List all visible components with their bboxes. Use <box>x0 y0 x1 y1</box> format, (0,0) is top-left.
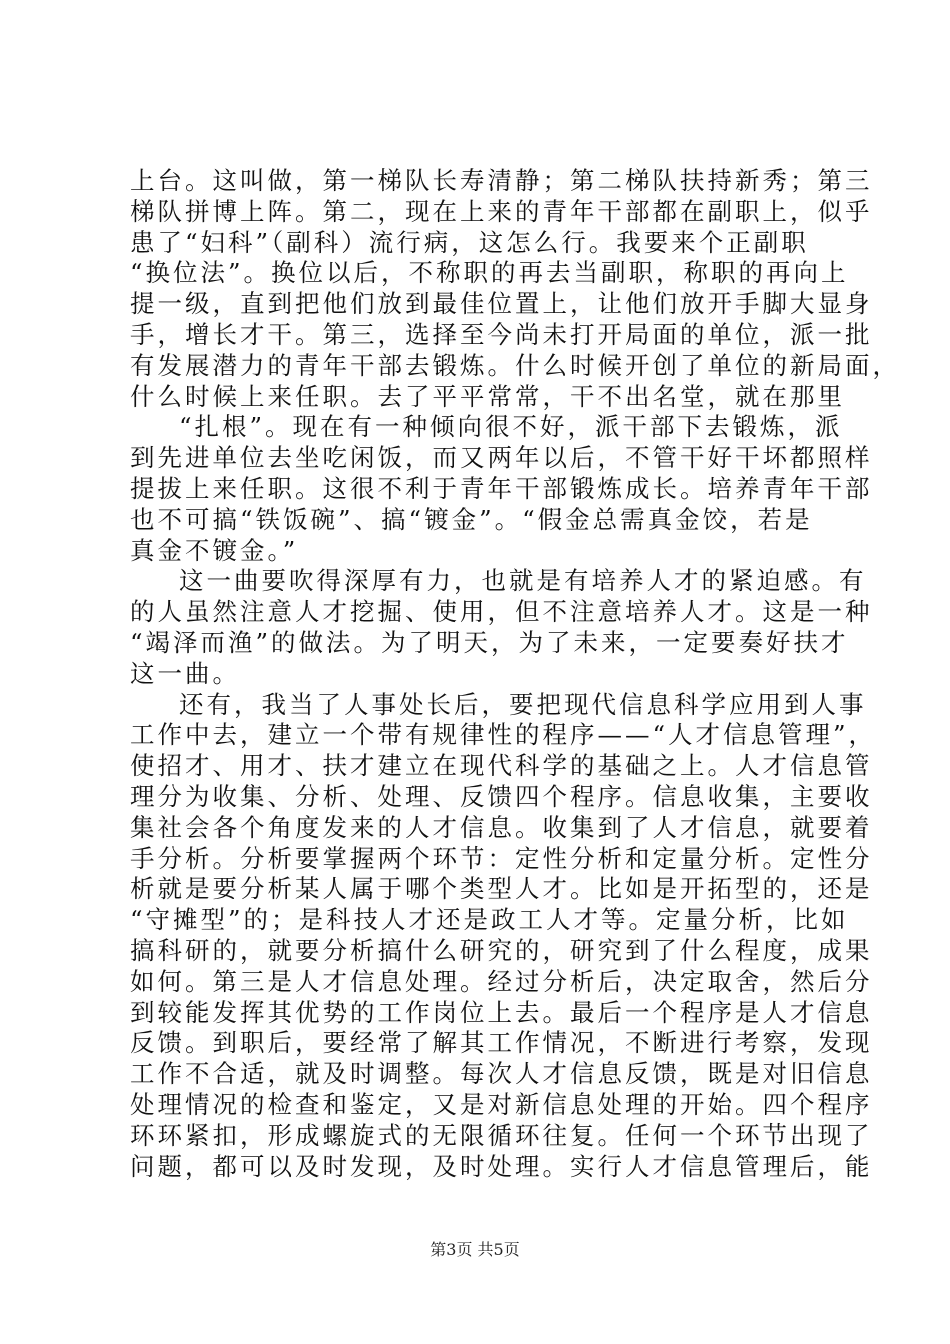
text-line: 工作不合适，就及时调整。每次人才信息反馈，既是对旧信息 <box>130 1059 873 1089</box>
text-line: “换位法”。换位以后，不称职的再去当副职，称职的再向上 <box>130 258 849 288</box>
text-line: 手分析。分析要掌握两个环节：定性分析和定量分析。定性分 <box>130 843 873 873</box>
text-line: 的人虽然注意人才挖掘、使用，但不注意培养人才。这是一种 <box>130 597 873 627</box>
document-body <box>130 166 900 1182</box>
text-line: “扎根”。现在有一种倾向很不好，派干部下去锻炼，派 <box>179 412 843 442</box>
text-line: 处理情况的检查和鉴定，又是对新信息处理的开始。四个程序 <box>130 1089 873 1119</box>
text-line: 环环紧扣，形成螺旋式的无限循环往复。任何一个环节出现了 <box>130 1120 873 1150</box>
text-line: “守摊型”的；是科技人才还是政工人才等。定量分析，比如 <box>130 905 849 935</box>
text-line: 提拔上来任职。这很不利于青年干部锻炼成长。培养青年干部 <box>130 473 873 503</box>
text-line: 这一曲。 <box>130 658 240 688</box>
text-line: 什么时候上来任职。去了平平常常，干不出名堂，就在那里 <box>130 381 845 411</box>
text-line: “竭泽而渔”的做法。为了明天，为了未来，一定要奏好扶才 <box>130 627 849 657</box>
text-line: 工作中去，建立一个带有规律性的程序——“人才信息管理”， <box>130 720 877 750</box>
text-line: 患了“妇科”（副科）流行病，这怎么行。我要来个正副职 <box>130 227 809 257</box>
text-line: 问题，都可以及时发现，及时处理。实行人才信息管理后，能 <box>130 1151 873 1181</box>
text-line: 也不可搞“铁饭碗”、搞“镀金”。“假金总需真金饺，若是 <box>130 504 813 534</box>
text-line: 理分为收集、分析、处理、反馈四个程序。信息收集，主要收 <box>130 781 873 811</box>
text-line: 反馈。到职后，要经常了解其工作情况，不断进行考察，发现 <box>130 1028 873 1058</box>
page-footer: 第3页 共5页 <box>430 1240 520 1259</box>
text-line: 上台。这叫做，第一梯队长寿清静；第二梯队扶持新秀；第三 <box>130 166 873 195</box>
text-line: 真金不镀金。” <box>130 535 299 565</box>
text-line: 如何。第三是人才信息处理。经过分析后，决定取舍，然后分 <box>130 966 873 996</box>
text-line: 这一曲要吹得深厚有力，也就是有培养人才的紧迫感。有 <box>179 566 867 596</box>
text-line: 提一级，直到把他们放到最佳位置上，让他们放开手脚大显身 <box>130 289 873 319</box>
text-line: 还有，我当了人事处长后，要把现代信息科学应用到人事 <box>179 689 867 719</box>
text-line: 搞科研的，就要分析搞什么研究的，研究到了什么程度，成果 <box>130 935 873 965</box>
text-line: 梯队拼博上阵。第二，现在上来的青年干部都在副职上，似乎 <box>130 196 873 226</box>
text-line: 到先进单位去坐吃闲饭，而又两年以后，不管干好干坏都照样 <box>130 443 873 473</box>
text-line: 析就是要分析某人属于哪个类型人才。比如是开拓型的，还是 <box>130 874 873 904</box>
text-line: 到较能发挥其优势的工作岗位上去。最后一个程序是人才信息 <box>130 997 873 1027</box>
text-line: 手，增长才干。第三，选择至今尚未打开局面的单位，派一批 <box>130 319 873 349</box>
text-line: 集社会各个角度发来的人才信息。收集到了人才信息，就要着 <box>130 812 873 842</box>
text-line: 有发展潜力的青年干部去锻炼。什么时候开创了单位的新局面， <box>130 350 900 380</box>
text-line: 使招才、用才、扶才建立在现代科学的基础之上。人才信息管 <box>130 751 873 781</box>
